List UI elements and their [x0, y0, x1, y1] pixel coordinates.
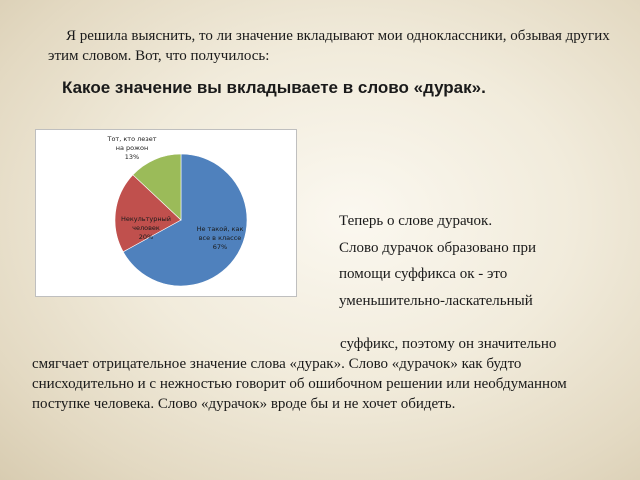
bottom-paragraph: суффикс, поэтому он значительно смягчает отрицательное значение слова «дурак». Слово «дурачок» как будто снисходительно и с нежностью говорит об ошибочном решении или необдуманном поступке человека. Слово «дурачок» вроде бы и не хочет обидеть.: [32, 336, 567, 412]
right-line: уменьшительно-ласкательный: [339, 292, 533, 309]
pie-slice-label: Тот, кто лезет на рожон 13%: [107, 135, 157, 161]
pie-slice-label: Не такой, как все в классе 67%: [196, 225, 244, 251]
right-line: Теперь о слове дурачок.: [339, 213, 493, 229]
question-heading: Какое значение вы вкладываете в слово «дурак».: [62, 78, 486, 97]
pie-slice-label: Некультурный человек 20%: [120, 215, 172, 241]
intro-paragraph: Я решила выяснить, то ли значение вкладывают мои одноклассники, обзывая других этим словом. Вот, что получилось:: [48, 28, 610, 64]
right-column-text: [339, 208, 629, 314]
pie-chart: [35, 129, 297, 297]
right-line: помощи суффикса ок - это: [339, 266, 508, 282]
right-line: Слово дурачок образовано при: [339, 239, 536, 256]
pie-chart-svg: [36, 130, 298, 298]
